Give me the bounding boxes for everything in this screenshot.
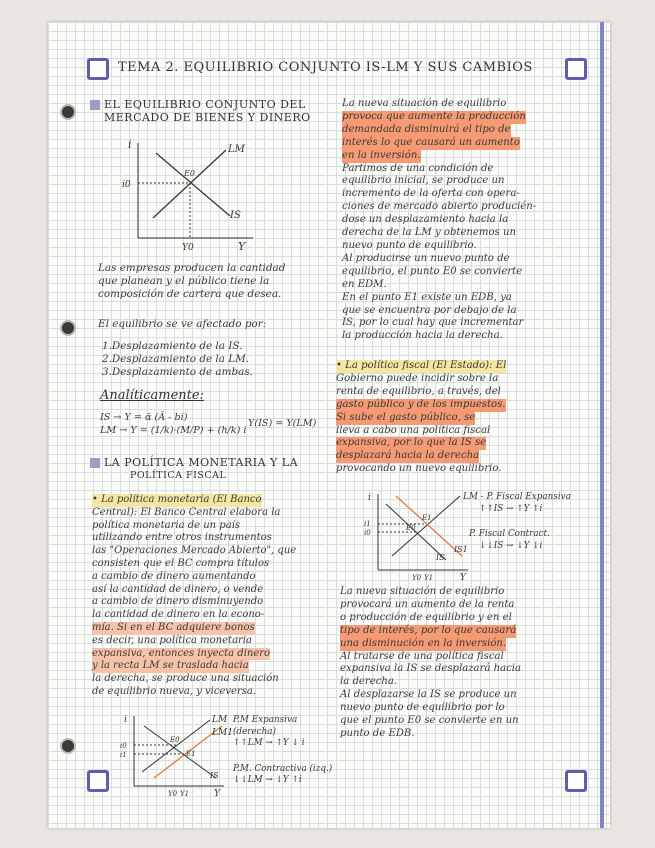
intro-paragraph bbox=[98, 262, 333, 301]
text-line: La nueva situación de equilibrio bbox=[342, 98, 507, 109]
list-item: 1.Desplazamiento de la IS. bbox=[102, 340, 243, 352]
text-line: • La política fiscal (El Estado): El bbox=[336, 360, 507, 371]
text-line: composición de cartera que desea. bbox=[98, 287, 282, 300]
text-line: ↑↑LM → ↑Y ↓ i bbox=[233, 738, 305, 748]
is-lm-graph bbox=[118, 138, 268, 258]
text-line: La nueva situación de equilibrio bbox=[340, 586, 505, 597]
is1-label: IS1 bbox=[454, 545, 468, 554]
is-label: IS bbox=[230, 210, 241, 221]
is-label: IS bbox=[210, 771, 219, 780]
fiscal-policy-graph bbox=[362, 490, 472, 582]
text-line: consisten que el BC compra títulos bbox=[92, 557, 270, 569]
binder-hole bbox=[60, 104, 76, 120]
text-line: Si sube el gasto público, se bbox=[336, 411, 476, 423]
section-heading-politica bbox=[90, 456, 330, 482]
heading-line: EL EQUILIBRIO CONJUNTO DEL bbox=[104, 98, 306, 111]
list-item: 2.Desplazamiento de la LM. bbox=[102, 352, 250, 365]
fiscal-policy-notes: LM - P. Fiscal Expansiva ↑↑IS → ↑Y ↑i P. Fiscal Contract. ↓↓IS → ↓Y ↓i bbox=[463, 492, 583, 552]
text-line: política monetaria de un país bbox=[92, 519, 240, 531]
heading-square-icon bbox=[90, 458, 100, 468]
text-line: utilizando entre otros instrumentos bbox=[92, 532, 272, 544]
binder-hole bbox=[60, 738, 76, 754]
y0-label: Y0 bbox=[168, 790, 178, 796]
text-line: Al producirse un nuevo punto de bbox=[342, 252, 510, 264]
corner-bracket-icon bbox=[87, 58, 109, 80]
i1-label: i1 bbox=[364, 520, 371, 528]
text-line: punto de EDB. bbox=[340, 727, 415, 739]
text-line: en EDM. bbox=[342, 278, 387, 290]
text-line: ↓↓LM → ↓Y ↑i bbox=[233, 775, 302, 785]
text-line: mía. Si en el BC adquiere bonos bbox=[92, 621, 255, 633]
text-line: ↑↑IS → ↑Y ↑i bbox=[479, 503, 543, 514]
text-line: provocando un nuevo equilibrio. bbox=[336, 463, 502, 475]
i0-label: i0 bbox=[364, 529, 371, 537]
corner-bracket-icon bbox=[565, 770, 587, 792]
lm-label: LM bbox=[212, 715, 228, 725]
text-line: demandada disminuirá el tipo de bbox=[342, 123, 511, 135]
axis-label-y: Y bbox=[460, 573, 466, 582]
text-line: la producción hacia la derecha. bbox=[342, 330, 503, 342]
factors-intro: El equilibrio se ve afectado por: bbox=[98, 318, 267, 330]
text-line: la derecha, se produce una situación bbox=[92, 673, 279, 685]
text-line: Al tratarse de una política fiscal bbox=[340, 650, 504, 662]
i0-label: i0 bbox=[120, 742, 127, 750]
text-line: de equilibrio nueva, y viceversa. bbox=[92, 685, 257, 697]
y0-label: Y0 bbox=[412, 574, 422, 582]
y1-label: Y1 bbox=[424, 574, 434, 582]
text-line: provoca que aumente la producción bbox=[342, 110, 526, 122]
heading-square-icon bbox=[90, 100, 100, 110]
text-line: desplazará hacia la derecha bbox=[336, 450, 480, 462]
axis-label-y: Y bbox=[214, 789, 220, 796]
text-line: equilibrio, el punto E0 se convierte bbox=[342, 265, 523, 277]
text-line: interés lo que causará un aumento bbox=[342, 136, 520, 148]
text-line: expansiva, entonces inyecta dinero bbox=[92, 647, 271, 659]
text-line: P.M. Contractiva (izq.) bbox=[233, 763, 333, 774]
text-line: En el punto E1 existe un EDB, ya bbox=[342, 291, 512, 303]
i0-label: i0 bbox=[122, 180, 131, 190]
text-line: tipo de interés, por lo que causará bbox=[340, 624, 517, 636]
text-line: gasto público y de los impuestos. bbox=[336, 398, 506, 410]
formulas bbox=[100, 412, 340, 438]
text-line: • La política monetaria (El Banco bbox=[92, 494, 262, 505]
text-line: las "Operaciones Mercado Abierto", que bbox=[92, 545, 297, 557]
text-line: a cambio de dinero disminuyendo bbox=[92, 596, 264, 608]
text-line: la derecha. bbox=[340, 676, 398, 688]
text-line: Central): El Banco Central elabora la bbox=[92, 506, 281, 518]
monetaria-paragraph bbox=[92, 494, 337, 699]
text-line: Gobierno puede incidir sobre la bbox=[336, 372, 499, 384]
text-line: que planean y el público tiene la bbox=[98, 274, 270, 287]
e0-label: E0 bbox=[184, 169, 195, 178]
text-line: la cantidad de dinero en la econo- bbox=[92, 609, 265, 621]
text-line: P.M Expansiva (derecha) bbox=[233, 715, 298, 737]
text-line: es decir, una política monetaria bbox=[92, 634, 252, 646]
binder-hole bbox=[60, 320, 76, 336]
text-line: P. Fiscal Contract. bbox=[469, 529, 550, 539]
text-line: expansiva la IS se desplazará hacia bbox=[340, 663, 522, 675]
text-line: nuevo punto de equilibrio por lo bbox=[340, 702, 505, 714]
e0-label: E0 bbox=[406, 524, 416, 532]
text-line: dose un desplazamiento hacia la bbox=[342, 214, 509, 226]
lm-label: LM bbox=[228, 144, 245, 155]
formula-lm: LM → Y = (1/k)·(M/P) + (h/k) i bbox=[100, 424, 247, 436]
is-curve bbox=[156, 153, 230, 216]
text-line: Al desplazarse la IS se produce un bbox=[340, 689, 517, 701]
lm1-label: LM1 bbox=[212, 728, 233, 738]
page-title: TEMA 2. EQUILIBRIO CONJUNTO IS-LM Y SUS CAMBIOS bbox=[118, 60, 533, 75]
fiscal-paragraph bbox=[336, 360, 581, 476]
axis-label-y: Y bbox=[238, 240, 246, 253]
text-line: derecha de la LM y obtenemos un bbox=[342, 227, 516, 239]
text-line: una disminución en la inversión. bbox=[340, 637, 507, 649]
lm-curve bbox=[392, 496, 460, 556]
text-line: expansiva, por lo que la IS se bbox=[336, 437, 487, 449]
text-line: IS, por lo cual hay que incrementar bbox=[342, 317, 524, 329]
heading-line: POLÍTICA FISCAL bbox=[130, 470, 227, 481]
text-line: Partimos de una condición de bbox=[342, 162, 494, 174]
is-label: IS bbox=[436, 553, 445, 562]
notebook-spine bbox=[600, 22, 604, 828]
e1-label: E1 bbox=[422, 514, 432, 522]
monetary-policy-notes bbox=[233, 715, 338, 787]
lm-curve bbox=[142, 720, 210, 772]
text-line: así la cantidad de dinero, o vende bbox=[92, 583, 264, 595]
text-line: P. Fiscal Expansiva bbox=[486, 492, 571, 502]
text-line: ↓↓IS → ↓Y ↓i bbox=[479, 540, 543, 551]
axis-label-i: i bbox=[128, 138, 132, 151]
text-line: que el punto E0 se convierte en un bbox=[340, 715, 519, 727]
section-heading-equilibrio bbox=[90, 98, 330, 124]
corner-bracket-icon bbox=[87, 770, 109, 792]
e0-label: E0 bbox=[170, 736, 180, 744]
axis-label-i: i bbox=[368, 493, 371, 503]
fiscal-result-paragraph bbox=[340, 586, 583, 741]
factors-list bbox=[102, 340, 332, 379]
text-line: a cambio de dinero aumentando bbox=[92, 570, 256, 582]
text-line: incremento de la oferta con opera- bbox=[342, 188, 520, 200]
text-line: o producción de equilibrio y en el bbox=[340, 611, 512, 623]
is-curve bbox=[144, 726, 216, 778]
text-line: provocará un aumento de la renta bbox=[340, 598, 515, 610]
lm-label: LM bbox=[463, 492, 478, 502]
i1-label: i1 bbox=[120, 751, 127, 759]
text-line: en la inversión. bbox=[342, 149, 421, 161]
text-line: Las empresas producen la cantidad bbox=[98, 262, 286, 274]
list-item: 3.Desplazamiento de ambas. bbox=[102, 365, 253, 378]
text-line: renta de equilibrio, a través, del bbox=[336, 385, 501, 397]
text-line: lleva a cabo una política fiscal bbox=[336, 424, 491, 436]
heading-line: MERCADO DE BIENES Y DINERO bbox=[104, 111, 311, 124]
y0-label: Y0 bbox=[182, 243, 194, 253]
formula-equilibrium: Y(IS) = Y(LM) bbox=[248, 418, 317, 429]
text-line: nuevo punto de equilibrio. bbox=[342, 239, 477, 251]
corner-bracket-icon bbox=[565, 58, 587, 80]
heading-line: LA POLÍTICA MONETARIA Y LA bbox=[104, 456, 299, 469]
y1-label: Y1 bbox=[180, 790, 190, 796]
axis-label-i: i bbox=[124, 715, 127, 725]
text-line: y la recta LM se traslada hacia bbox=[92, 660, 249, 672]
text-line: que se encuentra por debajo de la bbox=[342, 304, 517, 316]
formula-is: IS → Y = ᾱ (Ā - bi) bbox=[100, 412, 188, 423]
equilibrium-paragraph bbox=[342, 98, 582, 343]
e1-label: E1 bbox=[186, 750, 196, 758]
analiticamente-heading: Analíticamente: bbox=[100, 388, 204, 403]
text-line: equilibrio inicial, se produce un bbox=[342, 175, 505, 187]
text-line: ciones de mercado abierto producién- bbox=[342, 201, 537, 213]
